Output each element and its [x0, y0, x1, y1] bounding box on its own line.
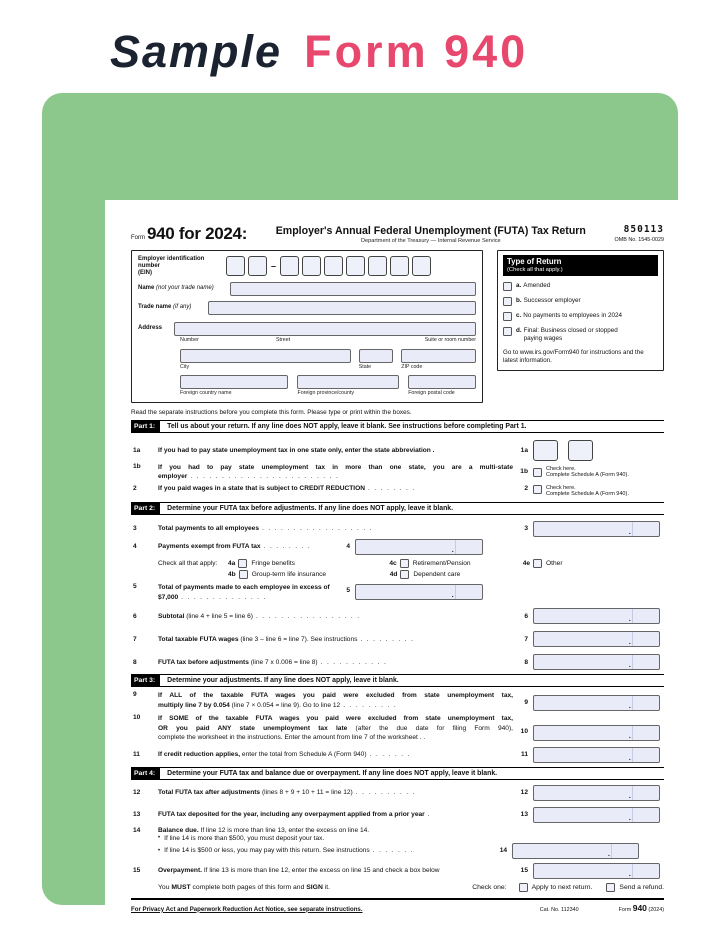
send-refund-checkbox[interactable]: [606, 883, 615, 892]
trade-name-field[interactable]: [208, 301, 476, 315]
line-10-text: If SOME of the taxable FUTA wages you paid were excluded from state unemployment tax, OR you paid ANY state unemployment tax late (after the due date for filing Form 940), complete the worksheet in the instructions. Enter the amount from line 7 of the worksheet . .: [158, 715, 513, 742]
city-label: City: [180, 363, 190, 370]
line-7: 7 Total taxable FUTA wages (line 3 – line 6 = line 7). See instructions ......... 7 .: [131, 631, 664, 647]
other-checkbox[interactable]: [533, 559, 542, 568]
line-2-check-note: Check here. Complete Schedule A (Form 940).: [546, 484, 629, 498]
type-of-return-header: Type of Return (Check all that apply.): [503, 255, 658, 276]
ein-digit-box[interactable]: [226, 256, 245, 276]
foreign-country-field[interactable]: [180, 375, 288, 389]
line-7-text: Total taxable FUTA wages (line 3 – line 6 = line 7). See instructions .........: [158, 635, 418, 643]
foreign-country-label: Foreign country name: [180, 389, 232, 396]
name-field[interactable]: [230, 282, 476, 296]
ein-input-group: [226, 256, 431, 276]
part4-bar: [131, 767, 664, 780]
part1-bar: [131, 420, 664, 433]
line-12: 12 Total FUTA tax after adjustments (lines 8 + 9 + 10 + 11 = line 12) .......... 12 .: [131, 785, 664, 801]
form-code-block: [615, 224, 664, 243]
type-option-amended: a. Amended: [503, 282, 658, 291]
part2-title: Determine your FUTA tax before adjustments. If any line does NOT apply, leave it blank.: [167, 504, 454, 512]
no-payments-checkbox[interactable]: [503, 312, 512, 321]
part2-bar: [131, 502, 664, 515]
line-1a-text: If you had to pay state unemployment tax in one state only, enter the state abbreviation .: [158, 446, 435, 454]
form-title-block: [247, 224, 614, 244]
form-subtitle: Department of the Treasury — Internal Revenue Service: [361, 238, 501, 244]
zip-label: ZIP code: [401, 363, 423, 370]
part1-title: Tell us about your return. If any line does NOT apply, leave it blank. See instructions before completing Part 1.: [167, 422, 527, 430]
suite-label: Suite or room number: [424, 336, 476, 343]
irs-gov-note: Go to www.irs.gov/Form940 for instructions and the latest information.: [503, 348, 644, 364]
footer: [131, 903, 664, 913]
address-field[interactable]: [174, 322, 476, 336]
identity-box: [131, 250, 483, 403]
part3-title: Determine your adjustments. If any line does NOT apply, leave it blank.: [167, 677, 399, 685]
line-3-amount-box[interactable]: .: [533, 521, 660, 537]
decorative-word-form940: Form 940: [304, 26, 529, 77]
credit-reduction-checkbox[interactable]: [533, 485, 542, 494]
footer-divider: [131, 898, 664, 900]
line-7-amount-box[interactable]: .: [533, 631, 660, 647]
dependent-care-checkbox[interactable]: [400, 570, 409, 579]
apply-next-return-label: Apply to next return.: [531, 883, 593, 891]
decorative-word-sample: Sample: [110, 26, 283, 77]
ein-digit-box[interactable]: [346, 256, 365, 276]
foreign-province-label: Foreign province/county: [297, 389, 355, 396]
type-of-return-box: [497, 250, 664, 371]
line-14-text: Balance due. If line 12 is more than line 13, enter the excess on line 14.: [158, 826, 370, 834]
line-14-bullet-1: • If line 14 is more than $500, you must deposit your tax.: [158, 834, 325, 842]
ein-dash: –: [271, 261, 277, 272]
address-label: Address: [138, 325, 163, 332]
must-sign-note: You MUST complete both pages of this form and SIGN it.: [158, 883, 331, 891]
ein-digit-box[interactable]: [248, 256, 267, 276]
trade-name-label: Trade name (if any): [138, 304, 192, 311]
line-10-amount-box[interactable]: .: [533, 725, 660, 741]
part3-bar: [131, 674, 664, 687]
state-abbreviation-box-1[interactable]: [533, 440, 558, 461]
form-title: Employer's Annual Federal Unemployment (FUTA) Tax Return: [275, 225, 586, 237]
state-label: State: [358, 363, 372, 370]
ein-digit-box[interactable]: [390, 256, 409, 276]
line-3: 3 Total payments to all employees .................. 3 .: [131, 521, 664, 537]
form-header: [131, 224, 664, 244]
line-2: 2 If you paid wages in a state that is subject to CREDIT REDUCTION ........ 2 Check here. Complete Schedule A (Form 940).: [133, 484, 629, 498]
check-one-label: Check one:: [472, 883, 507, 891]
line-6-text: Subtotal (line 4 + line 5 = line 6) .................: [158, 612, 364, 620]
line-6: 6 Subtotal (line 4 + line 5 = line 6) ................. 6 .: [131, 608, 664, 624]
state-field[interactable]: [359, 349, 394, 363]
part4-title: Determine your FUTA tax and balance due or overpayment. If any line does NOT apply, leave it blank.: [167, 769, 498, 777]
name-label: Name (not your trade name): [138, 285, 214, 292]
line-1a: 1a If you had to pay state unemployment tax in one state only, enter the state abbreviation . 1a: [131, 440, 664, 461]
multi-state-checkbox[interactable]: [533, 468, 542, 477]
number-label: Number: [180, 336, 199, 343]
line-8-amount-box[interactable]: .: [533, 654, 660, 670]
line-4: 4 Payments exempt from FUTA tax ........ 4 .: [131, 539, 664, 555]
line-9: 9 If ALL of the taxable FUTA wages you paid were excluded from state unemployment tax, multiply line 7 by 0.054 (line 7 × 0.054 = line 9). Go to line 12 ......... 9 .: [131, 691, 664, 711]
line-5-text: Total of payments made to each employee in excess of $7,000 ..............: [158, 583, 330, 601]
line-12-amount-box[interactable]: .: [533, 785, 660, 801]
line-9-text: If ALL of the taxable FUTA wages you paid were excluded from state unemployment tax, multiply line 7 by 0.054 (line 7 × 0.054 = line 9). Go to line 12 .........: [158, 692, 513, 709]
form-number: 940 for 2024:: [147, 224, 248, 243]
street-label: Street: [276, 336, 291, 343]
line-1b-text: If you had to pay state unemployment tax in more than one state, you are a multi-state employer ........................: [158, 463, 513, 481]
line-13-amount-box[interactable]: .: [533, 807, 660, 823]
ein-digit-box[interactable]: [412, 256, 431, 276]
line-2-text: If you paid wages in a state that is subject to CREDIT REDUCTION ........: [158, 484, 419, 492]
city-field[interactable]: [180, 349, 351, 363]
omb-number: OMB No. 1545-0029: [614, 237, 664, 243]
check-all-label: Check all that apply:: [158, 559, 218, 567]
line-15: 15 Overpayment. If line 13 is more than line 12, enter the excess on line 15 and check a box below 15 .: [131, 863, 664, 879]
line-6-amount-box[interactable]: .: [533, 608, 660, 624]
line-11-amount-box[interactable]: .: [533, 747, 660, 763]
line-5-amount-box[interactable]: .: [355, 584, 483, 600]
final-checkbox[interactable]: [503, 327, 512, 336]
line-15-text: Overpayment. If line 13 is more than line 12, enter the excess on line 15 and check a box below: [158, 867, 440, 875]
foreign-postal-field[interactable]: [408, 375, 476, 389]
form-sheet: [105, 200, 690, 939]
form-word: Form: [131, 235, 145, 241]
ein-digit-box[interactable]: [302, 256, 321, 276]
foreign-postal-label: Foreign postal code: [408, 389, 455, 396]
form-page-tag: Form 940 (2024): [618, 902, 664, 913]
ein-digit-box[interactable]: [324, 256, 343, 276]
line-8-text: FUTA tax before adjustments (line 7 x 0.006 = line 8) ...........: [158, 658, 391, 666]
privacy-act-notice: For Privacy Act and Paperwork Reduction Act Notice, see separate instructions.: [131, 905, 363, 913]
line-1b-check-note: Check here. Complete Schedule A (Form 940).: [546, 465, 629, 479]
form-number-block: [131, 224, 247, 244]
line-4-text: Payments exempt from FUTA tax ........: [158, 543, 315, 551]
line-14-amount-box[interactable]: .: [512, 843, 639, 859]
line-12-text: Total FUTA tax after adjustments (lines 8 + 9 + 10 + 11 = line 12) ..........: [158, 789, 420, 797]
line-1b: 1b If you had to pay state unemployment tax in more than one state, you are a multi-state employer ........................ 1b Check here. Complete Schedule A (Form 940).: [133, 462, 629, 481]
retirement-pension-checkbox[interactable]: [400, 559, 409, 568]
line-14-bullet-2: • If line 14 is $500 or less, you may pay with this return. See instructions ....... 14 .: [158, 843, 664, 859]
part4-label: Part 4:: [131, 768, 160, 779]
part3-label: Part 3:: [131, 675, 160, 686]
successor-checkbox[interactable]: [503, 297, 512, 306]
line-3-text: Total payments to all employees ..................: [158, 525, 376, 533]
line-14-head: 14 Balance due. If line 12 is more than line 13, enter the excess on line 14.: [133, 826, 370, 834]
line-8: 8 FUTA tax before adjustments (line 7 x 0.006 = line 8) ........... 8 .: [131, 654, 664, 670]
line-11: 11 If credit reduction applies, enter the total from Schedule A (Form 940) ....... 11 .: [131, 747, 664, 763]
state-abbreviation-box-2[interactable]: [568, 440, 593, 461]
read-instructions-note: Read the separate instructions before you complete this form. Please type or print within the boxes.: [131, 408, 412, 416]
line-13-text: FUTA tax deposited for the year, including any overpayment applied from a prior year .: [158, 811, 435, 819]
ein-label: Employer identification number (EIN): [138, 256, 205, 276]
part1-label: Part 1:: [131, 421, 160, 432]
line-15-amount-box[interactable]: .: [533, 863, 660, 879]
foreign-province-field[interactable]: [297, 375, 399, 389]
part2-label: Part 2:: [131, 503, 160, 514]
line-4-options-row1: Check all that apply: 4a Fringe benefits 4c Retirement/Pension 4e Other: [158, 559, 563, 567]
line-11-text: If credit reduction applies, enter the total from Schedule A (Form 940) .......: [158, 751, 414, 759]
group-term-checkbox[interactable]: [239, 570, 248, 579]
line-13: 13 FUTA tax deposited for the year, including any overpayment applied from a prior year . 13 .: [131, 807, 664, 823]
line-5: 5 Total of payments made to each employee in excess of $7,000 .............. 5 .: [131, 583, 664, 602]
line-10: 10 If SOME of the taxable FUTA wages you paid were excluded from state unemployment tax, OR you paid ANY state unemployment tax late (after the due date for filing Form 940), complete the worksheet in the instructions. Enter the amount from line 7 of the worksheet . . 10 .: [131, 714, 664, 743]
fringe-benefits-checkbox[interactable]: [238, 559, 247, 568]
apply-next-return-checkbox[interactable]: [519, 883, 528, 892]
ein-digit-box[interactable]: [280, 256, 299, 276]
sign-row: [131, 883, 664, 892]
decorative-title: [110, 26, 528, 78]
line-4-options-row2: 4b Group-term life insurance 4d Dependent care: [228, 570, 461, 578]
amended-checkbox[interactable]: [503, 282, 512, 291]
line-9-amount-box[interactable]: .: [533, 695, 660, 711]
ein-digit-box[interactable]: [368, 256, 387, 276]
line-4-amount-box[interactable]: .: [355, 539, 483, 555]
type-option-final: d. Final: Business closed or stopped paying wages: [503, 327, 658, 343]
zip-field[interactable]: [401, 349, 476, 363]
form-barcode-number: 850113: [623, 224, 664, 235]
type-option-successor: b. Successor employer: [503, 297, 658, 306]
catalog-number: Cat. No. 112340: [539, 906, 579, 913]
send-refund-label: Send a refund.: [619, 883, 664, 891]
type-option-no-payments: c. No payments to employees in 2024: [503, 312, 658, 321]
